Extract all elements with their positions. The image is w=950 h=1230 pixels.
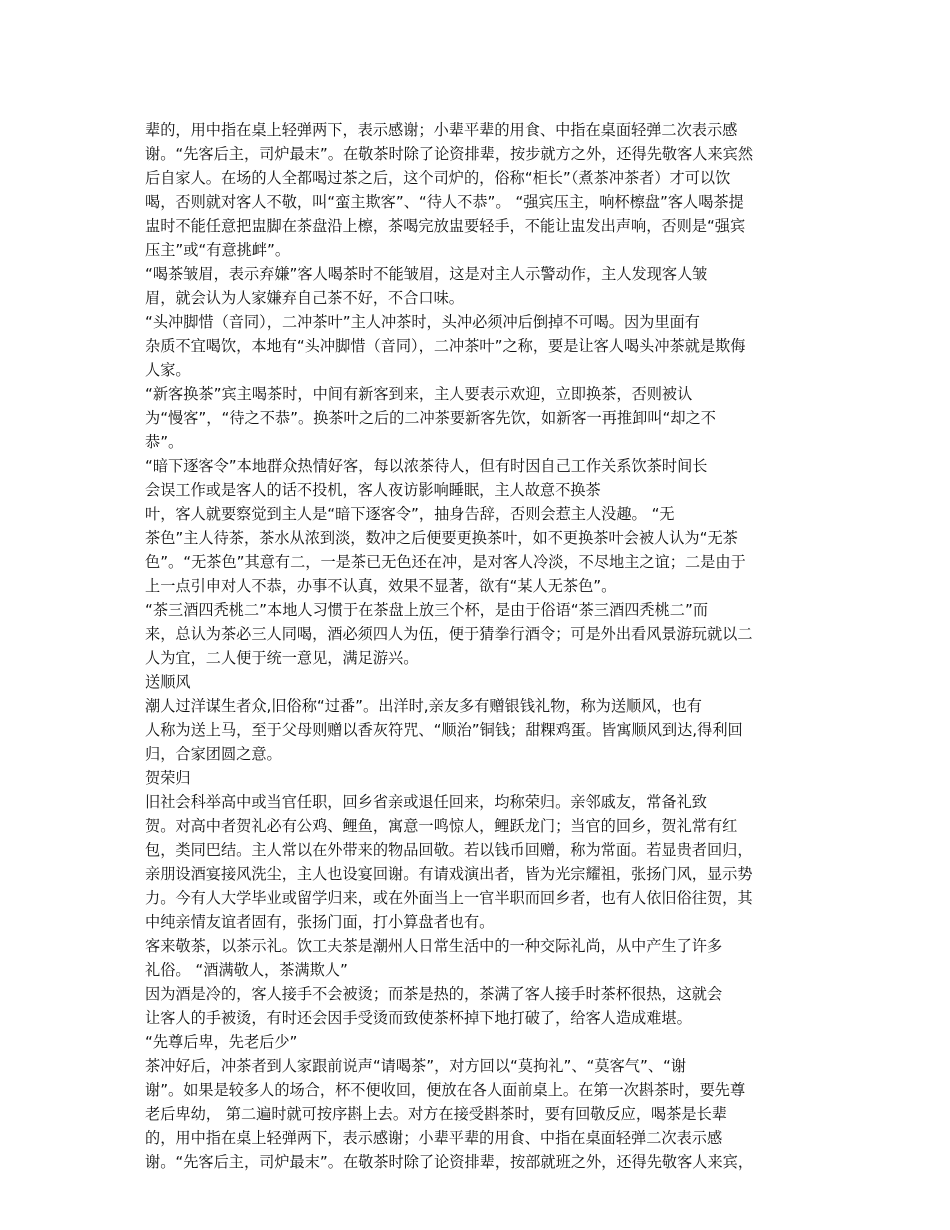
text-line: “暗下逐客令”本地群众热情好客，每以浓茶待人，但有时因自己工作关系饮茶时间长: [145, 457, 708, 475]
text-line: 老后卑幼， 第二遍时就可按序斟上去。对方在接受斟茶时，要有回敬反应，喝茶是长辈: [145, 1105, 727, 1123]
text-line: 喝，否则就对客人不敬，叫“蛮主欺客”、“待人不恭”。 “强宾压主，响杯檫盘”客人喝茶提: [145, 193, 744, 211]
text-line: 包，类同巴结。主人常以在外带来的物品回敬。若以钱币回赠，称为常面。若显贵者回归，: [145, 841, 753, 859]
text-line: 客来敬茶，以茶示礼。饮工夫茶是潮州人日常生活中的一种交际礼尚，从中产生了许多: [145, 937, 723, 955]
text-line: 礼俗。 “酒满敬人，茶满欺人”: [145, 961, 348, 979]
text-line: “头冲脚惜（音同），二冲茶叶”主人冲茶时，头冲必须冲后倒掉不可喝。因为里面有: [145, 313, 700, 331]
text-line: 的，用中指在桌上轻弹两下，表示感谢；小辈平辈的用食、中指在桌面轻弹二次表示感: [145, 1129, 723, 1147]
text-line: 人家。: [145, 361, 191, 379]
text-line: 压主”或“有意挑衅”。: [145, 241, 291, 259]
text-line: “喝茶皱眉，表示弃嫌”客人喝茶时不能皱眉，这是对主人示警动作，主人发现客人皱: [145, 265, 708, 283]
text-line: 让客人的手被烫，有时还会因手受烫而致使茶杯掉下地打破了，给客人造成难堪。: [145, 1009, 692, 1027]
text-line: 茶冲好后，冲茶者到人家跟前说声“请喝茶”，对方回以“莫拘礼”、“莫客气”、“谢: [145, 1057, 687, 1075]
text-line: 会误工作或是客人的话不投机，客人夜访影响睡眠，主人故意不换茶: [145, 481, 601, 499]
text-line: 潮人过洋谋生者众,旧俗称“过番”。出洋时,亲友多有赠银钱礼物，称为送顺风，也有: [145, 697, 702, 715]
text-line: 盅时不能任意把盅脚在茶盘沿上檫，茶喝完放盅要轻手，不能让盅发出声响，否则是“强宾: [145, 217, 746, 235]
text-line: 力。今有人大学毕业或留学归来，或在外面当上一官半职而回乡者，也有人依旧俗往贺，其: [145, 889, 753, 907]
text-line: 送顺风: [145, 673, 191, 691]
text-line: 恭”。: [145, 433, 184, 451]
text-line: 人为宜，二人便于统一意见，满足游兴。: [145, 649, 419, 667]
text-line: 上一点引申对人不恭，办事不认真，效果不显著，欲有“某人无茶色”。: [145, 577, 617, 595]
text-line: 眉，就会认为人家嫌弃自己茶不好，不合口味。: [145, 289, 464, 307]
text-line: 色”。“无茶色”其意有二，一是茶已无色还在冲，是对客人冷淡，不尽地主之谊；二是由于: [145, 553, 746, 571]
text-line: 谢。“先客后主，司炉最末”。在敬茶时除了论资排辈，按部就班之外，还得先敬客人来宾，: [145, 1153, 754, 1171]
text-line: 为“慢客”，“待之不恭”。换茶叶之后的二冲茶要新客先饮，如新客一再推卸叫“却之不: [145, 409, 716, 427]
text-line: 谢”。如果是较多人的场合，杯不便收回，便放在各人面前桌上。在第一次斟茶时，要先尊: [145, 1081, 746, 1099]
text-line: 贺荣归: [145, 769, 191, 787]
text-line: 杂质不宜喝饮，本地有“头冲脚惜（音同），二冲茶叶”之称，要是让客人喝头冲茶就是欺侮: [145, 337, 746, 355]
text-line: 因为酒是冷的，客人接手不会被烫；而茶是热的，茶满了客人接手时茶杯很热，这就会: [145, 985, 723, 1003]
text-line: “先尊后卑，先老后少”: [145, 1033, 298, 1051]
text-line: 旧社会科举高中或当官任职，回乡省亲或退任回来，均称荣归。亲邻戚友，常备礼致: [145, 793, 707, 811]
text-line: 后自家人。在场的人全都喝过茶之后，这个司炉的，俗称“柜长”（煮茶冲茶者）才可以饮: [145, 169, 731, 187]
text-line: 茶色”主人待茶，茶水从浓到淡，数冲之后便要更换茶叶，如不更换茶叶会被人认为“无茶: [145, 529, 738, 547]
text-line: 谢。“先客后主，司炉最末”。在敬茶时除了论资排辈，按步就方之外，还得先敬客人来宾然: [145, 145, 754, 163]
text-line: “新客换茶”宾主喝茶时，中间有新客到来，主人要表示欢迎，立即换茶，否则被认: [145, 385, 693, 403]
text-line: 贺。对高中者贺礼必有公鸡、鲤鱼，寓意一鸣惊人，鲤跃龙门；当官的回乡，贺礼常有红: [145, 817, 738, 835]
text-line: 归，合家团圆之意。: [145, 745, 282, 763]
text-line: 人称为送上马，至于父母则赠以香灰符咒、“顺治”铜钱；甜粿鸡蛋。皆寓顺风到达,得利回: [145, 721, 743, 739]
text-line: 亲朋设酒宴接风洗尘，主人也设宴回谢。有请戏演出者，皆为光宗耀祖，张扬门风，显示势: [145, 865, 753, 883]
text-line: 来，总认为茶必三人同喝，酒必须四人为伍，便于猜拳行酒令；可是外出看风景游玩就以二: [145, 625, 753, 643]
text-line: 叶，客人就要察觉到主人是“暗下逐客令”，抽身告辞，否则会惹主人没趣。 “无: [145, 505, 675, 523]
text-line: “茶三酒四秃桃二”本地人习惯于在茶盘上放三个杯，是由于俗语“茶三酒四秃桃二”而: [145, 601, 709, 619]
text-line: 辈的，用中指在桌上轻弹两下，表示感谢；小辈平辈的用食、中指在桌面轻弹二次表示感: [145, 121, 738, 139]
text-line: 中纯亲情友谊者固有，张扬门面，打小算盘者也有。: [145, 913, 495, 931]
